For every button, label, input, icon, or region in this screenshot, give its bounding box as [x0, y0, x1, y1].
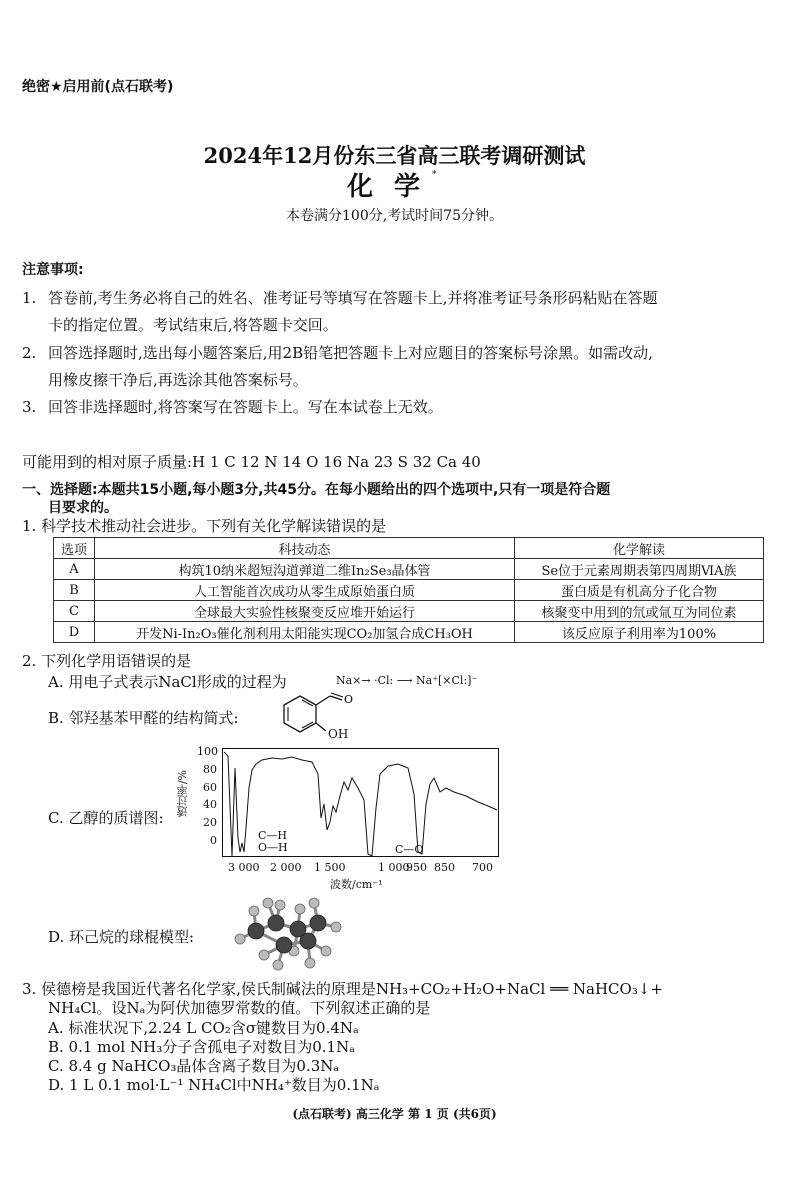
- table-cell: B: [54, 580, 95, 601]
- svg-text:O: O: [344, 693, 354, 706]
- y-tick-labels: [197, 743, 217, 850]
- note-2-num: 2.: [22, 344, 37, 362]
- q1-table: [53, 537, 764, 643]
- q3-option-b: B. 0.1 mol NH₃分子含孤电子对数目为0.1Nₐ: [48, 1038, 355, 1056]
- table-cell: C: [54, 601, 95, 622]
- table-cell: A: [54, 559, 95, 580]
- x-tick: 850: [434, 861, 455, 874]
- q3-option-a: A. 标准状况下,2.24 L CO₂含σ键数目为0.4Nₐ: [48, 1019, 359, 1037]
- q2-option-b: B. 邻羟基苯甲醛的结构简式:: [48, 709, 239, 727]
- section-heading-2: 目要求的。: [48, 500, 118, 516]
- q3-option-c: C. 8.4 g NaHCO₃晶体含离子数目为0.3Nₐ: [48, 1057, 340, 1075]
- subject-mark: *: [432, 170, 437, 180]
- header-tech: 科技动态: [95, 538, 515, 559]
- note-1-num: 1.: [22, 289, 37, 307]
- atomic-masses: 可能用到的相对原子质量:H 1 C 12 N 14 O 16 Na 23 S 32 Ca 40: [22, 453, 481, 471]
- header-interpretation: 化学解读: [515, 538, 764, 559]
- notes-heading: 注意事项:: [22, 262, 84, 278]
- q2-option-c: C. 乙醇的质谱图:: [48, 809, 164, 827]
- page-footer: (点石联考) 高三化学 第 1 页 (共6页): [292, 1107, 497, 1121]
- y-tick: 40: [203, 798, 217, 812]
- x-tick: 1 000: [378, 861, 410, 874]
- table-cell: 开发Ni-In₂O₃催化剂利用太阳能实现CO₂加氢合成CH₃OH: [95, 622, 515, 643]
- table-cell: 人工智能首次成功从零生成原始蛋白质: [95, 580, 515, 601]
- table-cell: 蛋白质是有机高分子化合物: [515, 580, 764, 601]
- y-axis-label: 透过率/%: [176, 770, 189, 818]
- x-tick: 1 500: [314, 861, 346, 874]
- annot-ch: C—H: [258, 829, 288, 842]
- y-tick: 20: [203, 816, 217, 830]
- table-row: [54, 580, 764, 601]
- table-cell: 该反应原子利用率为100%: [515, 622, 764, 643]
- q3-option-d: D. 1 L 0.1 mol·L⁻¹ NH₄Cl中NH₄⁺数目为0.1Nₐ: [48, 1076, 380, 1094]
- electron-formula: Na×→ ·Cl: ⟶ Na⁺[×Cl:]⁻: [336, 674, 478, 687]
- q2-option-d: D. 环己烷的球棍模型:: [48, 928, 195, 946]
- exam-title: 2024年12月份东三省高三联考调研测试: [203, 143, 586, 168]
- y-tick: 100: [197, 745, 218, 758]
- q3-line-2: NH₄Cl。设Nₐ为阿伏加德罗常数的值。下列叙述正确的是: [48, 999, 431, 1017]
- x-axis-label: 波数/cm⁻¹: [330, 878, 383, 891]
- table-cell: 构筑10纳米超短沟道弹道二维In₂Se₃晶体管: [95, 559, 515, 580]
- q2-option-a: A. 用电子式表示NaCl形成的过程为: [48, 673, 287, 691]
- note-3-line-1: 回答非选择题时,将答案写在答题卡上。写在本试卷上无效。: [48, 398, 443, 416]
- table-row: [54, 601, 764, 622]
- cyclohexane-ball-stick-model: [228, 893, 344, 973]
- secret-mark: 绝密★启用前(点石联考): [22, 79, 174, 95]
- x-tick: 950: [406, 861, 427, 874]
- table-cell: 全球最大实验性核聚变反应堆开始运行: [95, 601, 515, 622]
- note-2-line-2: 用橡皮擦干净后,再选涂其他答案标号。: [48, 371, 308, 389]
- annot-co: C—O: [395, 843, 424, 856]
- header-option: 选项: [54, 538, 95, 559]
- table-cell: D: [54, 622, 95, 643]
- section-heading-1: 一、选择题:本题共15小题,每小题3分,共45分。在每小题给出的四个选项中,只有一项是符合题: [22, 482, 611, 498]
- x-tick: 2 000: [270, 861, 302, 874]
- x-tick: 3 000: [228, 861, 260, 874]
- q1-stem: 1. 科学技术推动社会进步。下列有关化学解读错误的是: [22, 517, 387, 535]
- y-tick: 80: [203, 762, 217, 776]
- annot-oh: O—H: [258, 841, 288, 854]
- table-header-row: [54, 538, 764, 559]
- subject-title: 化 学: [347, 172, 427, 202]
- table-row: [54, 622, 764, 643]
- note-1-line-2: 卡的指定位置。考试结束后,将答题卡交回。: [48, 316, 338, 334]
- q3-line-1: 3. 侯德榜是我国近代著名化学家,侯氏制碱法的原理是NH₃+CO₂+H₂O+NaCl ══ NaHCO₃↓+: [22, 980, 663, 998]
- q2-stem: 2. 下列化学用语错误的是: [22, 652, 192, 670]
- table-cell: 核聚变中用到的氘或氚互为同位素: [515, 601, 764, 622]
- note-3-num: 3.: [22, 398, 37, 416]
- note-1-line-1: 答卷前,考生务必将自己的姓名、准考证号等填写在答题卡上,并将准考证号条形码粘贴在答题: [48, 289, 658, 307]
- x-tick: 700: [472, 861, 493, 874]
- exam-info: 本卷满分100分,考试时间75分钟。: [286, 208, 503, 224]
- table-cell: Se位于元素周期表第四周期ⅥA族: [515, 559, 764, 580]
- oh-label: OH: [328, 727, 349, 741]
- note-2-line-1: 回答选择题时,选出每小题答案后,用2B铅笔把答题卡上对应题目的答案标号涂黑。如需改动,: [48, 344, 653, 362]
- y-tick: 60: [203, 780, 217, 794]
- y-tick: 0: [210, 833, 217, 847]
- table-row: [54, 559, 764, 580]
